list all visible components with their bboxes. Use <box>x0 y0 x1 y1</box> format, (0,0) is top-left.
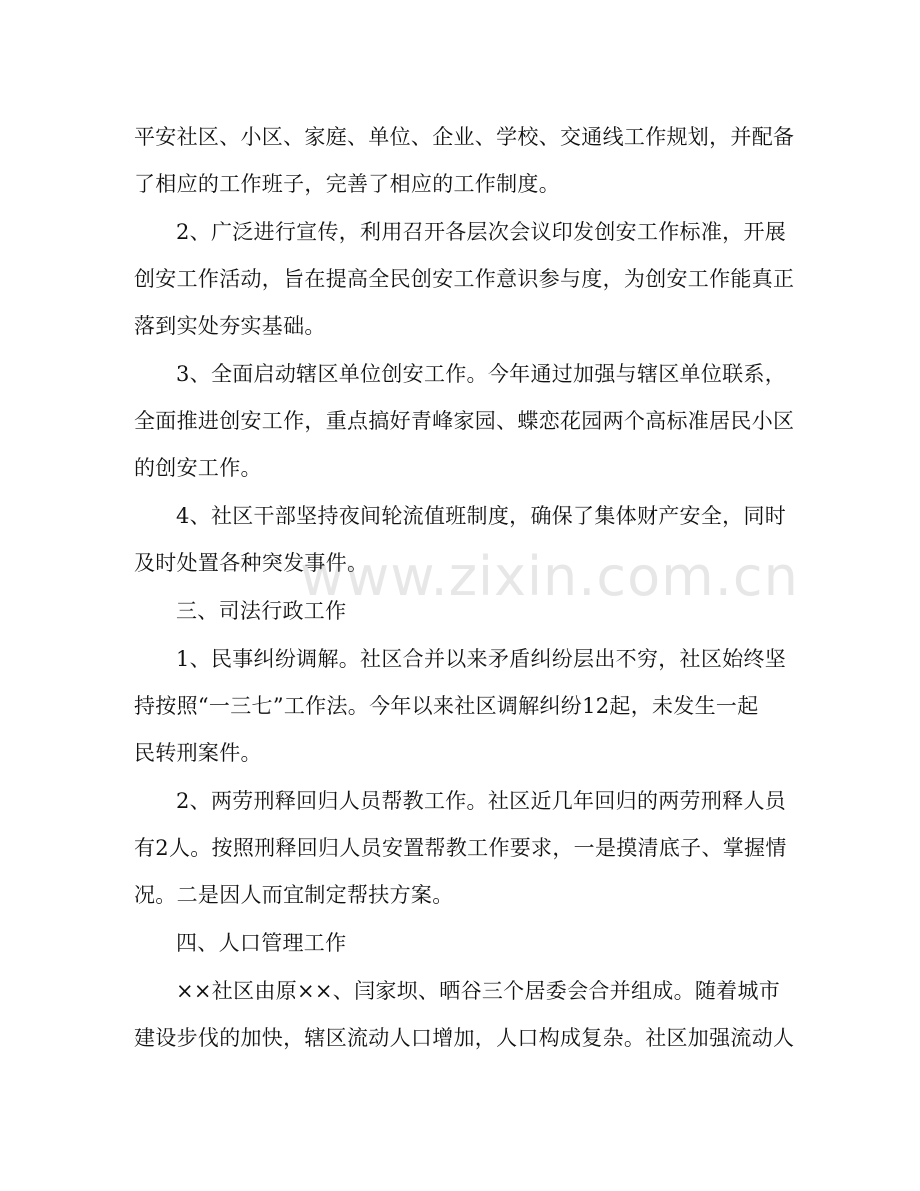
paragraph-first-line: ××社区由原××、闫家坝、晒谷三个居委会合并组成。随着城市 <box>176 979 781 1003</box>
text-line: 的创安工作。 <box>134 456 262 480</box>
section-heading: 四、人口管理工作 <box>176 931 347 955</box>
text-line: 况。二是因人而宜制定帮扶方案。 <box>134 883 454 907</box>
text-line: 创安工作活动，旨在提高全民创安工作意识参与度，为创安工作能真正 <box>134 267 795 291</box>
text-line: 有2人。按照刑释回归人员安置帮教工作要求，一是摸清底子、掌握情 <box>134 836 787 860</box>
paragraph-first-line: 3、全面启动辖区单位创安工作。今年通过加强与辖区单位联系， <box>176 362 787 386</box>
text-line: 建设步伐的加快，辖区流动人口增加，人口构成复杂。社区加强流动人 <box>134 1026 795 1050</box>
section-heading: 三、司法行政工作 <box>176 599 347 623</box>
text-line: 全面推进创安工作，重点搞好青峰家园、蝶恋花园两个高标准居民小区 <box>134 409 795 433</box>
paragraph-first-line: 2、两劳刑释回归人员帮教工作。社区近几年回归的两劳刑释人员 <box>176 789 787 813</box>
paragraph-first-line: 2、广泛进行宣传，利用召开各层次会议印发创安工作标准，开展 <box>176 220 787 244</box>
watermark: www.zixin.com.cn <box>300 545 799 608</box>
text-line: 民转刑案件。 <box>134 741 262 765</box>
text-line: 平安社区、小区、家庭、单位、企业、学校、交通线工作规划，并配备 <box>134 125 795 149</box>
text-line: 了相应的工作班子，完善了相应的工作制度。 <box>134 172 560 196</box>
text-line: 及时处置各种突发事件。 <box>134 551 369 575</box>
text-line: 持按照“一三七”工作法。今年以来社区调解纠纷12起，未发生一起 <box>134 694 759 718</box>
paragraph-first-line: 4、社区干部坚持夜间轮流值班制度，确保了集体财产安全，同时 <box>176 504 787 528</box>
paragraph-first-line: 1、民事纠纷调解。社区合并以来矛盾纠纷层出不穷，社区始终坚 <box>176 647 787 671</box>
text-line: 落到实处夯实基础。 <box>134 314 326 338</box>
